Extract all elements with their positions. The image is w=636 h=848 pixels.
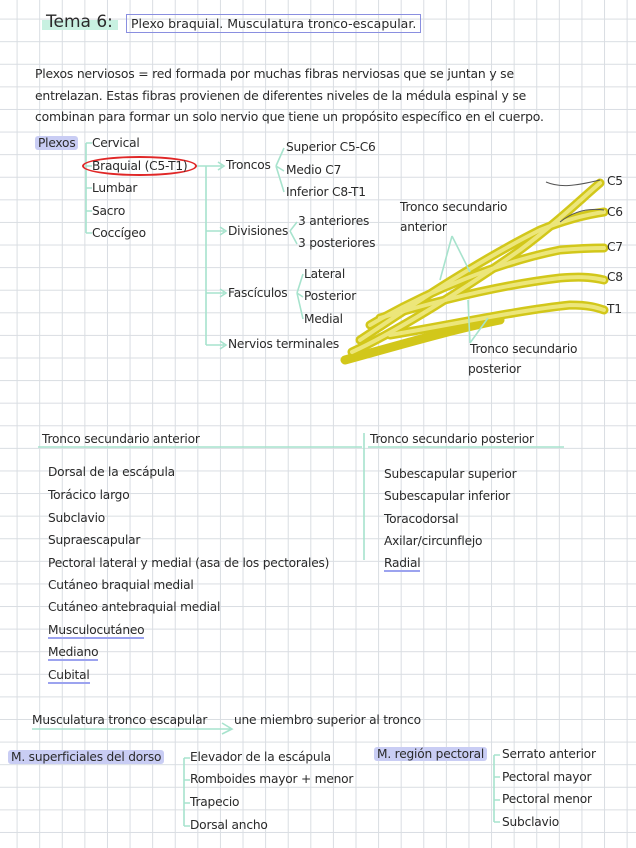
- anterior-item: Musculocutáneo: [48, 623, 145, 637]
- dorso-item: Dorsal ancho: [190, 818, 268, 832]
- plexo-sacro: Sacro: [92, 204, 126, 218]
- dorso-item: Romboides mayor + menor: [190, 772, 354, 786]
- diagram-anterior-label-2: anterior: [400, 220, 447, 234]
- anterior-item: Pectoral lateral y medial (asa de los pectorales): [48, 556, 330, 570]
- posterior-item: Axilar/circunflejo: [384, 534, 483, 548]
- anterior-item: Cutáneo braquial medial: [48, 578, 194, 592]
- intro-line-1: Plexos nerviosos = red formada por muchas fibras nerviosas que se juntan y se: [35, 66, 514, 81]
- anterior-item: Cubital: [48, 668, 90, 682]
- musculatura-arrow-text: une miembro superior al tronco: [234, 713, 421, 727]
- anterior-item: Subclavio: [48, 511, 106, 525]
- anterior-item: Supraescapular: [48, 533, 141, 547]
- tronco-inferior: Inferior C8-T1: [286, 185, 366, 199]
- tronco-medio: Medio C7: [286, 163, 342, 177]
- divisiones-posteriores: 3 posteriores: [298, 236, 376, 250]
- fasciculo-posterior: Posterior: [304, 289, 357, 303]
- intro-line-2: entrelazan. Estas fibras provienen de diferentes niveles de la médula espinal y se: [35, 88, 527, 103]
- root-c5: C5: [607, 174, 623, 188]
- diagram-posterior-label-2: posterior: [468, 362, 521, 376]
- fasciculos-label: Fascículos: [228, 286, 288, 300]
- troncos-label: Troncos: [226, 158, 271, 172]
- title-label: Tema 6:: [46, 12, 113, 32]
- posterior-item: Radial: [384, 556, 421, 570]
- page-title: Plexo braquial. Musculatura tronco-escapular.: [126, 14, 421, 33]
- root-c6: C6: [607, 205, 623, 219]
- posterior-header: Tronco secundario posterior: [370, 432, 534, 446]
- fasciculo-medial: Medial: [304, 312, 343, 326]
- root-c7: C7: [607, 240, 623, 254]
- anterior-header: Tronco secundario anterior: [42, 432, 200, 446]
- pectoral-item: Pectoral menor: [502, 792, 592, 806]
- musculatura-heading: Musculatura tronco escapular: [32, 713, 208, 727]
- nervios-terminales-label: Nervios terminales: [228, 337, 340, 351]
- fasciculo-lateral: Lateral: [304, 267, 346, 281]
- anterior-item: Mediano: [48, 645, 99, 659]
- pectoral-item: Subclavio: [502, 815, 560, 829]
- divisiones-label: Divisiones: [228, 224, 289, 238]
- plexo-coccigeo: Coccígeo: [92, 226, 146, 240]
- anterior-item: Dorsal de la escápula: [48, 465, 175, 479]
- plexos-label: Plexos: [35, 136, 78, 150]
- plexo-cervical: Cervical: [92, 136, 140, 150]
- dorso-item: Trapecio: [190, 795, 240, 809]
- plexo-braquial: Braquial (C5-T1): [82, 156, 197, 176]
- pectoral-item: Serrato anterior: [502, 747, 596, 761]
- root-t1: T1: [607, 302, 622, 316]
- intro-line-3: combinan para formar un solo nervio que tiene un propósito específico en el cuerpo.: [35, 109, 544, 124]
- pectoral-item: Pectoral mayor: [502, 770, 592, 784]
- posterior-item: Subescapular superior: [384, 467, 517, 481]
- pectoral-label: M. región pectoral: [374, 747, 487, 761]
- anterior-item: Torácico largo: [48, 488, 130, 502]
- posterior-item: Toracodorsal: [384, 512, 459, 526]
- diagram-posterior-label-1: Tronco secundario: [470, 342, 578, 356]
- dorso-item: Elevador de la escápula: [190, 750, 331, 764]
- posterior-item: Subescapular inferior: [384, 489, 510, 503]
- tronco-superior: Superior C5-C6: [286, 140, 376, 154]
- divisiones-anteriores: 3 anteriores: [298, 214, 370, 228]
- diagram-anterior-label-1: Tronco secundario: [400, 200, 508, 214]
- plexo-lumbar: Lumbar: [92, 181, 138, 195]
- root-c8: C8: [607, 270, 623, 284]
- anterior-item: Cutáneo antebraquial medial: [48, 600, 221, 614]
- dorso-label: M. superficiales del dorso: [8, 750, 164, 764]
